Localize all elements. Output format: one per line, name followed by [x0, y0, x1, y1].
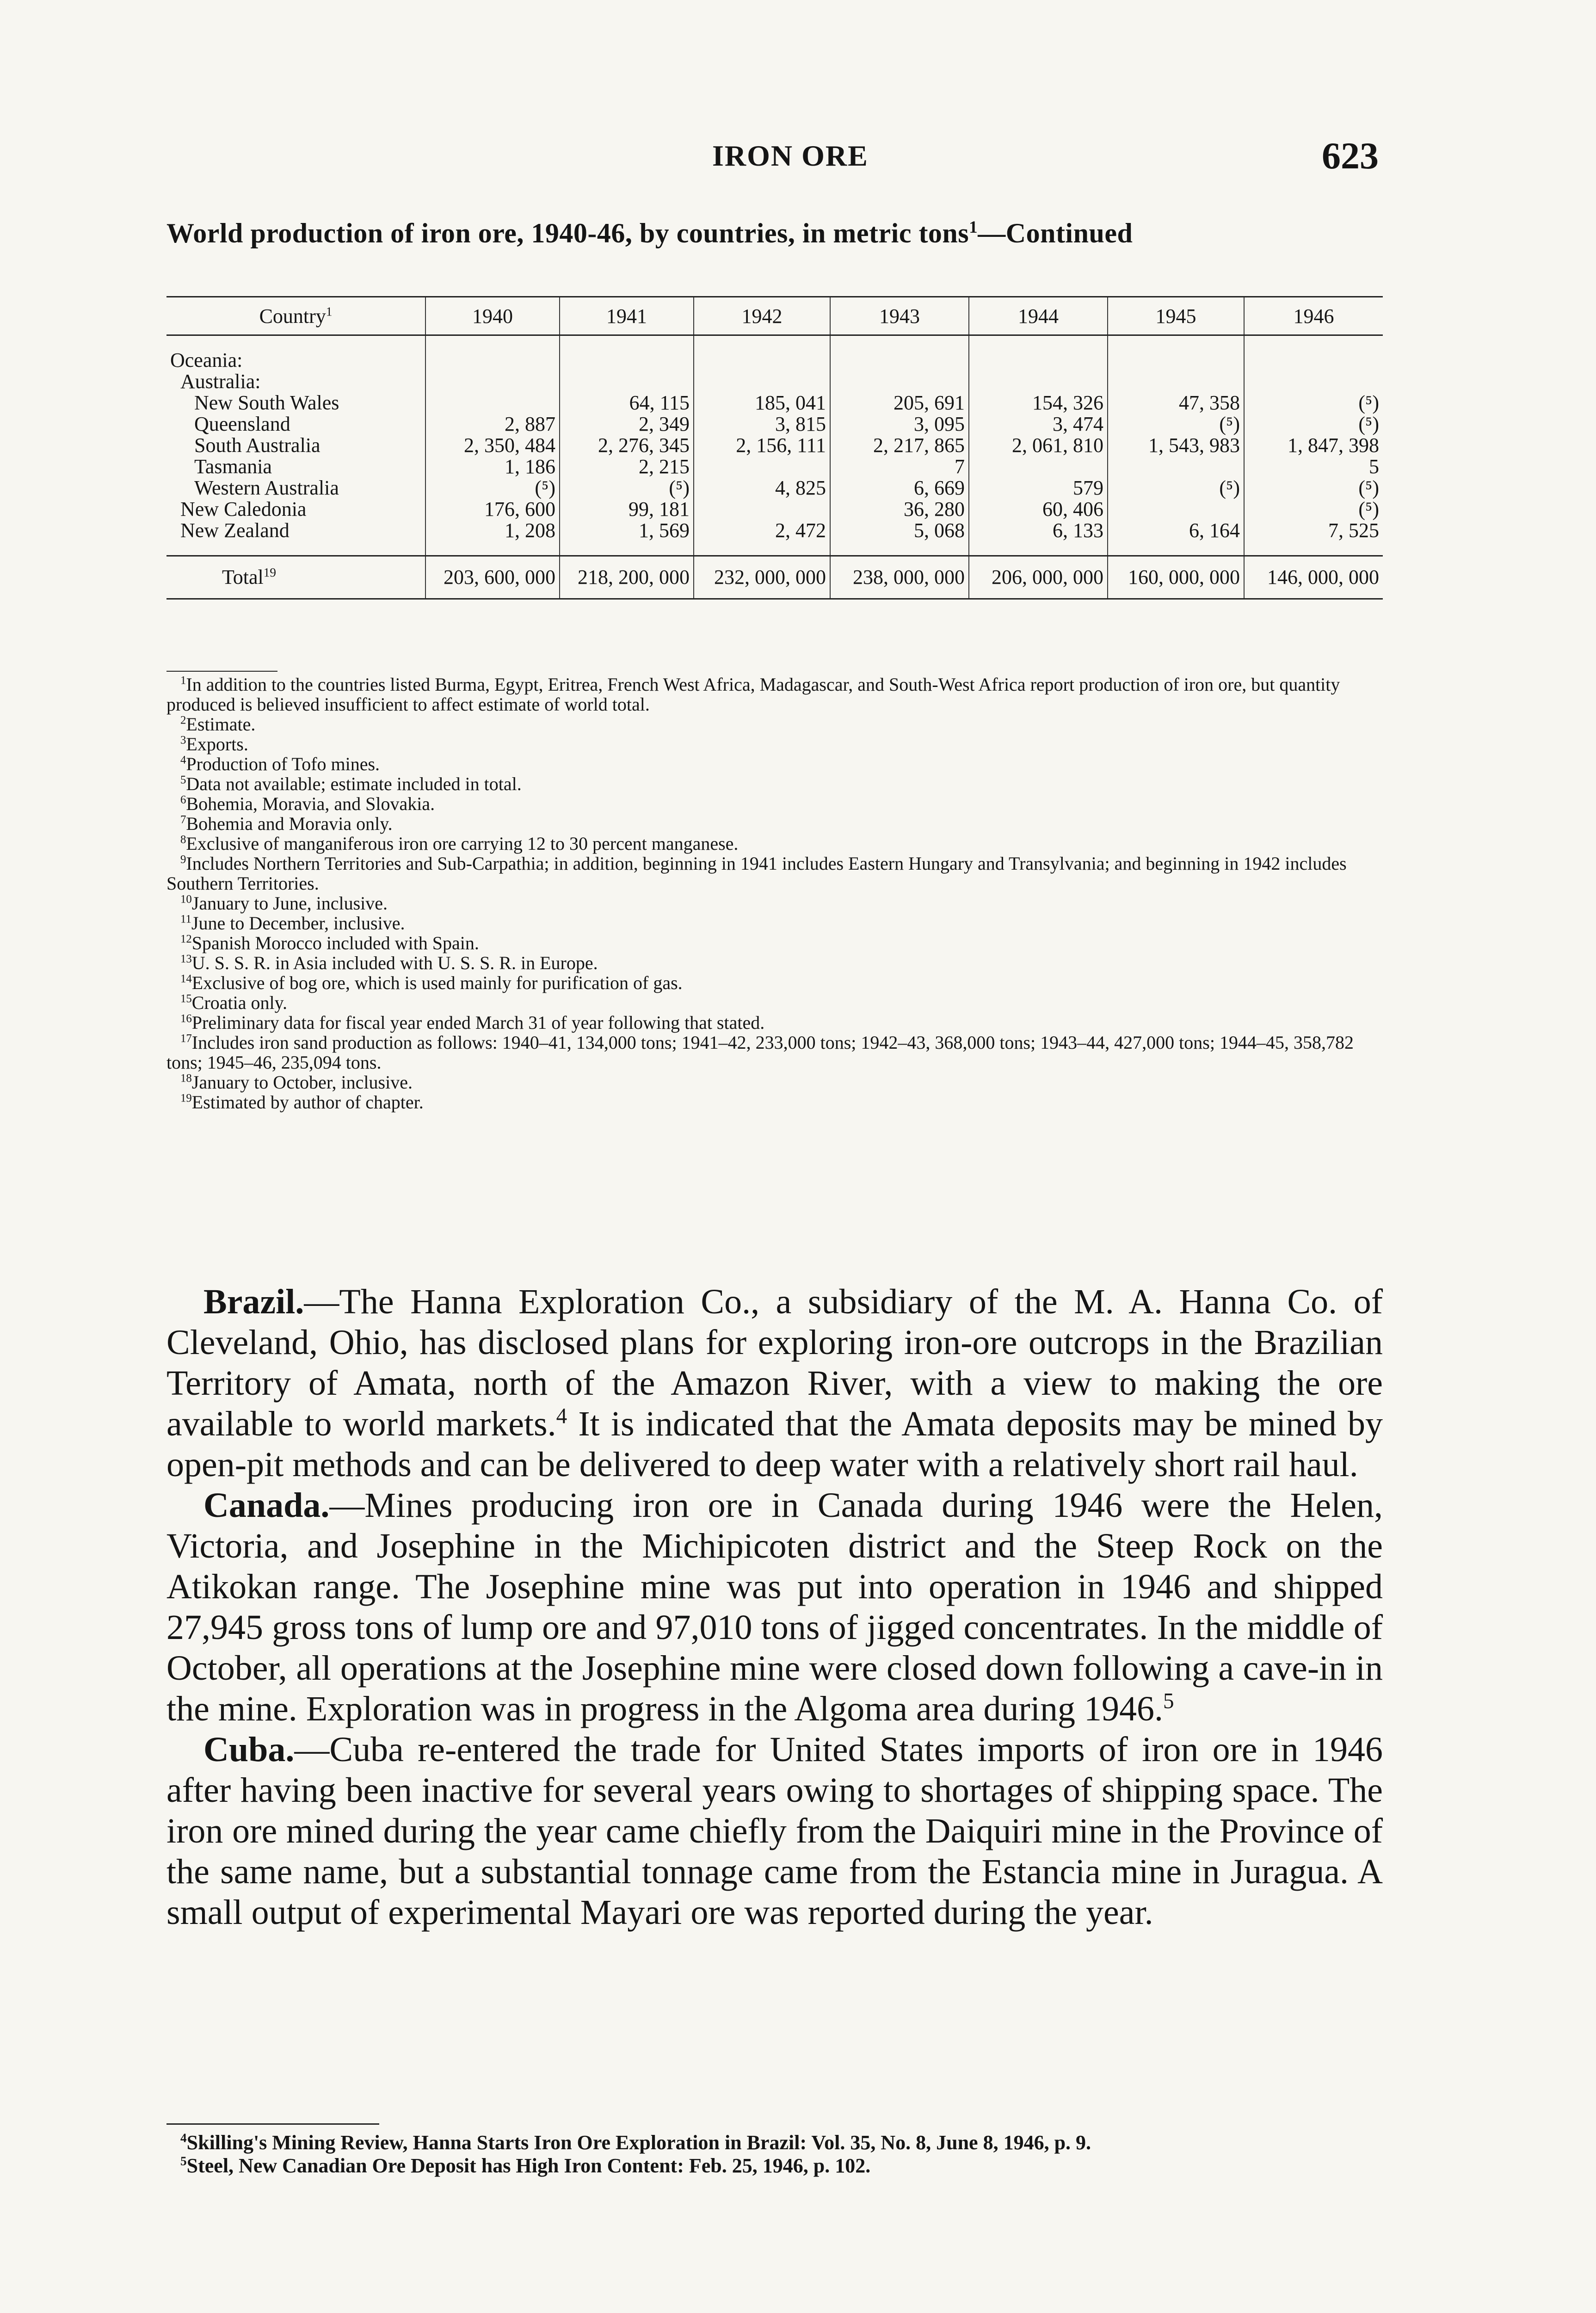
table-row: [166, 392, 1383, 414]
page-number: 623: [1322, 135, 1379, 177]
value-cell: [1108, 456, 1244, 477]
table-body: [166, 335, 1383, 599]
running-title: IRON ORE: [712, 139, 869, 172]
table-row: [166, 414, 1383, 435]
value-cell: 2, 349: [560, 414, 694, 435]
footnote: $^{18}$January to October, inclusive.: [180, 1072, 413, 1093]
value-cell: [694, 371, 830, 392]
footnote: $^9$Includes Northern Territories and Sub-Carpathia; in addition, beginning in 1941 includes Eastern Hungary and Transylvania; and beginning in 1942 includes Southern Territories.: [166, 853, 1347, 894]
value-cell: 5: [1244, 456, 1383, 477]
col-year: 1944: [969, 297, 1108, 335]
value-cell: [830, 350, 969, 371]
value-cell: 2, 156, 111: [694, 435, 830, 456]
col-year: 1943: [830, 297, 969, 335]
value-cell: (⁵): [1244, 414, 1383, 435]
value-cell: 3, 815: [694, 414, 830, 435]
col-year: 1940: [425, 297, 560, 335]
value-cell: 3, 474: [969, 414, 1108, 435]
footnote: $^8$Exclusive of manganiferous iron ore carrying 12 to 30 percent manganese.: [180, 833, 739, 854]
value-cell: (⁵): [425, 477, 560, 499]
total-label: Total$^{19}$: [166, 556, 425, 599]
total-value-cell: 206, 000, 000: [969, 556, 1108, 599]
value-cell: (⁵): [1244, 477, 1383, 499]
value-cell: 7: [830, 456, 969, 477]
value-cell: 99, 181: [560, 499, 694, 520]
value-cell: 5, 068: [830, 520, 969, 541]
table-row: [166, 456, 1383, 477]
footnote: $^{15}$Croatia only.: [180, 992, 288, 1013]
col-country: Country$^1$: [166, 297, 425, 335]
country-cell: Tasmania: [194, 455, 272, 478]
footnote: $^{19}$Estimated by author of chapter.: [180, 1092, 424, 1113]
footnote: $^{14}$Exclusive of bog ore, which is used mainly for purification of gas.: [180, 972, 683, 993]
value-cell: 185, 041: [694, 392, 830, 414]
footnote: $^1$In addition to the countries listed Burma, Egypt, Eritrea, French West Africa, Madagascar, and South-West Africa report production of iron ore, but quantity produced is believed insufficient to affect estimate of world total.: [166, 674, 1340, 715]
value-cell: 2, 061, 810: [969, 435, 1108, 456]
value-cell: 2, 472: [694, 520, 830, 541]
body-text: [166, 1281, 1383, 1933]
col-year: 1945: [1108, 297, 1244, 335]
table-footnotes: [166, 671, 1383, 1112]
value-cell: 2, 215: [560, 456, 694, 477]
footnote: $^7$Bohemia and Moravia only.: [180, 813, 393, 834]
table-row: [166, 350, 1383, 371]
value-cell: 2, 350, 484: [425, 435, 560, 456]
running-head: [166, 134, 1379, 180]
value-cell: 1, 847, 398: [1244, 435, 1383, 456]
country-cell: Oceania:: [170, 349, 243, 371]
value-cell: [969, 456, 1108, 477]
col-year: 1941: [560, 297, 694, 335]
page-footnote-rule: [166, 2123, 379, 2125]
value-cell: [425, 392, 560, 414]
value-cell: 2, 217, 865: [830, 435, 969, 456]
table-row: [166, 477, 1383, 499]
table-row: [166, 371, 1383, 392]
table-row: [166, 499, 1383, 520]
value-cell: [830, 371, 969, 392]
cuba-heading: Cuba.: [203, 1730, 295, 1769]
canada-heading: Canada.: [203, 1486, 330, 1525]
value-cell: [1108, 350, 1244, 371]
country-cell: Australia:: [180, 370, 261, 393]
country-cell: Queensland: [194, 413, 290, 435]
value-cell: [1108, 371, 1244, 392]
footnote: $^{12}$Spanish Morocco included with Spain.: [180, 933, 479, 953]
footnote: $^6$Bohemia, Moravia, and Slovakia.: [180, 793, 435, 814]
value-cell: (⁵): [1244, 392, 1383, 414]
value-cell: 4, 825: [694, 477, 830, 499]
value-cell: [969, 350, 1108, 371]
value-cell: (⁵): [1108, 477, 1244, 499]
total-value-cell: 238, 000, 000: [830, 556, 969, 599]
value-cell: [694, 350, 830, 371]
value-cell: (⁵): [1244, 499, 1383, 520]
total-value-cell: 203, 600, 000: [425, 556, 560, 599]
footnote: $^{16}$Preliminary data for fiscal year ended March 31 of year following that stated.: [180, 1012, 765, 1033]
footnote: $^2$Estimate.: [180, 714, 256, 735]
value-cell: 1, 186: [425, 456, 560, 477]
value-cell: 6, 164: [1108, 520, 1244, 541]
total-value-cell: 218, 200, 000: [560, 556, 694, 599]
total-value-cell: 146, 000, 000: [1244, 556, 1383, 599]
value-cell: 1, 543, 983: [1108, 435, 1244, 456]
footnote: $^{13}$U. S. S. R. in Asia included with U. S. S. R. in Europe.: [180, 952, 598, 973]
value-cell: [969, 371, 1108, 392]
value-cell: 154, 326: [969, 392, 1108, 414]
value-cell: 205, 691: [830, 392, 969, 414]
country-cell: New Caledonia: [180, 498, 307, 520]
value-cell: [560, 371, 694, 392]
value-cell: 7, 525: [1244, 520, 1383, 541]
country-cell: South Australia: [194, 434, 320, 457]
value-cell: 2, 276, 345: [560, 435, 694, 456]
value-cell: (⁵): [560, 477, 694, 499]
value-cell: 47, 358: [1108, 392, 1244, 414]
footnote-rule: [166, 671, 277, 672]
col-year: 1942: [694, 297, 830, 335]
value-cell: [560, 350, 694, 371]
value-cell: [1244, 350, 1383, 371]
value-cell: 36, 280: [830, 499, 969, 520]
country-cell: Western Australia: [194, 476, 339, 499]
total-value-cell: 232, 000, 000: [694, 556, 830, 599]
country-cell: New Zealand: [180, 519, 290, 542]
value-cell: 1, 208: [425, 520, 560, 541]
value-cell: 1, 569: [560, 520, 694, 541]
page-footnote: $^4$Skilling's Mining Review, Hanna Starts Iron Ore Exploration in Brazil: Vol. 35, No. 8, June 8, 1946, p. 9.: [180, 2131, 1091, 2154]
total-value-cell: 160, 000, 000: [1108, 556, 1244, 599]
value-cell: 6, 133: [969, 520, 1108, 541]
value-cell: 579: [969, 477, 1108, 499]
value-cell: 2, 887: [425, 414, 560, 435]
value-cell: [694, 499, 830, 520]
table-title-suffix: —Continued: [978, 218, 1133, 248]
paragraph-brazil: Brazil.—The Hanna Exploration Co., a subsidiary of the M. A. Hanna Co. of Cleveland, Ohio, has disclosed plans for exploring iron-ore outcrops in the Brazilian Territory of Amata, north of the Amazon River, with a view to making the ore available to world markets.$^4$ It is indicated that the Amata deposits may be mined by open-pit methods and can be delivered to deep water with a relatively short rail haul.: [166, 1282, 1383, 1484]
footnote: $^5$Data not available; estimate included in total.: [180, 773, 522, 794]
production-table: [166, 296, 1383, 600]
page-footnote: $^5$Steel, New Canadian Ore Deposit has High Iron Content: Feb. 25, 1946, p. 102.: [180, 2154, 871, 2177]
total-row: [166, 556, 1383, 599]
col-year: 1946: [1244, 297, 1383, 335]
value-cell: [1244, 371, 1383, 392]
value-cell: [1108, 499, 1244, 520]
table-title-text: World production of iron ore, 1940-46, by countries, in metric tons: [166, 218, 969, 248]
footnote: $^4$Production of Tofo mines.: [180, 754, 380, 774]
brazil-heading: Brazil.: [203, 1282, 304, 1321]
value-cell: 176, 600: [425, 499, 560, 520]
page-footnotes: [166, 2123, 1383, 2177]
footnote: $^{10}$January to June, inclusive.: [180, 893, 388, 914]
table-row: [166, 520, 1383, 541]
paragraph-canada: Canada.—Mines producing iron ore in Canada during 1946 were the Helen, Victoria, and Josephine in the Michipicoten district and the Steep Rock on the Atikokan range. The Josephine mine was put into operation in 1946 and shipped 27,945 gross tons of lump ore and 97,010 tons of jigged concentrates. In the middle of October, all operations at the Josephine mine were closed down following a cave-in in the mine. Exploration was in progress in the Algoma area during 1946.$^5$: [166, 1486, 1383, 1728]
paragraph-cuba: Cuba.—Cuba re-entered the trade for United States imports of iron ore in 1946 after having been inactive for several years owing to shortages of shipping space. The iron ore mined during the year came chiefly from the Daiquiri mine in the Province of the same name, but a substantial tonnage came from the Estancia mine in Juragua. A small output of experimental Mayari ore was reported during the year.: [166, 1730, 1383, 1932]
footnote: $^{11}$June to December, inclusive.: [180, 913, 405, 934]
value-cell: 3, 095: [830, 414, 969, 435]
table-header-row: [166, 297, 1383, 335]
value-cell: [425, 350, 560, 371]
value-cell: [694, 456, 830, 477]
country-cell: New South Wales: [194, 391, 339, 414]
table-row: [166, 435, 1383, 456]
table-title: [166, 217, 1383, 249]
footnote: $^3$Exports.: [180, 734, 248, 755]
production-table-wrap: [166, 296, 1383, 600]
table-title-ref: 1: [969, 218, 978, 237]
value-cell: 60, 406: [969, 499, 1108, 520]
value-cell: 64, 115: [560, 392, 694, 414]
value-cell: 6, 669: [830, 477, 969, 499]
value-cell: [425, 371, 560, 392]
value-cell: (⁵): [1108, 414, 1244, 435]
footnote: $^{17}$Includes iron sand production as follows: 1940–41, 134,000 tons; 1941–42, 233,000 tons; 1942–43, 368,000 tons; 1943–44, 427,000 tons; 1944–45, 358,782 tons; 1945–46, 235,094 tons.: [166, 1032, 1354, 1073]
